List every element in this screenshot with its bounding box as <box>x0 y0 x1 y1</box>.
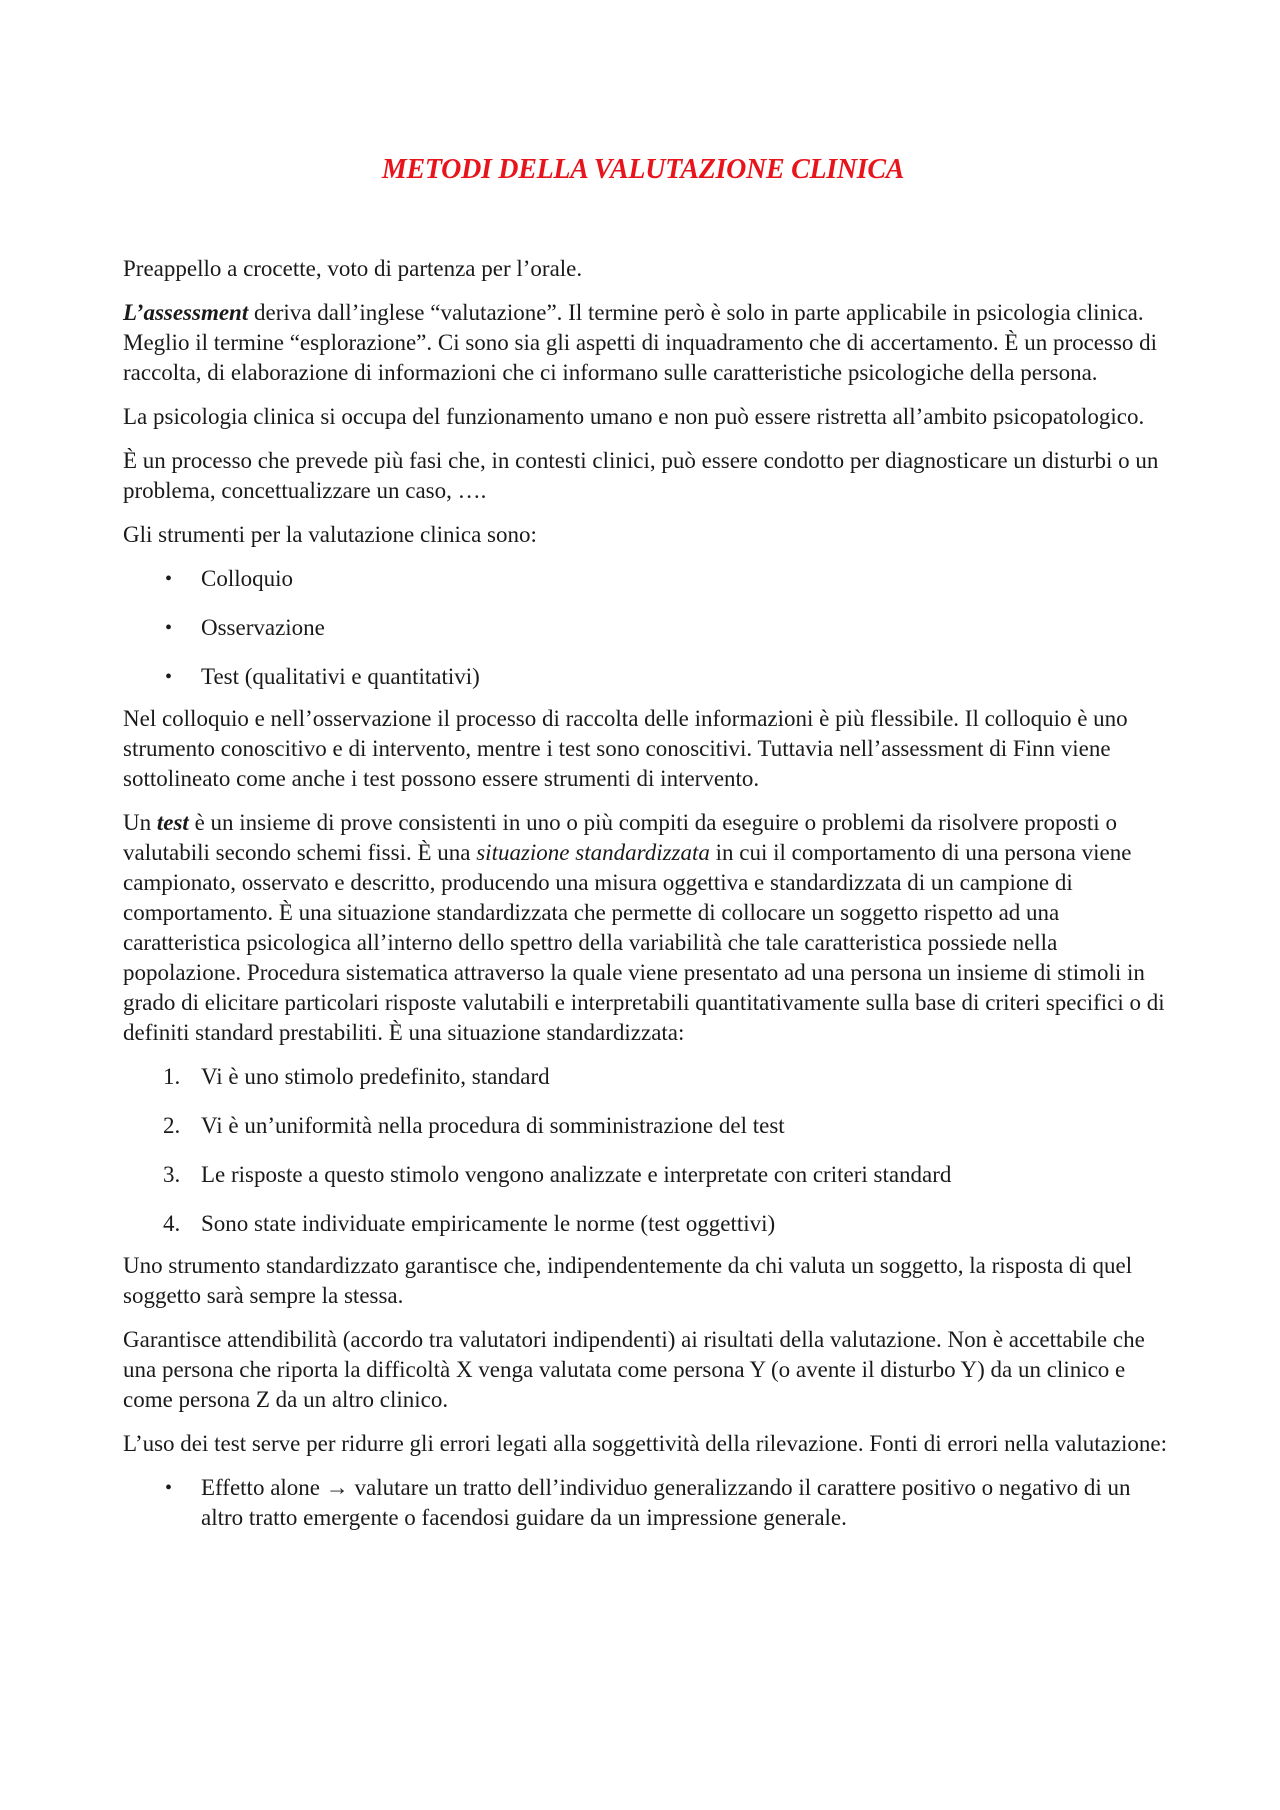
tools-list <box>123 564 1173 692</box>
errors-list <box>123 1473 1173 1533</box>
arrow-right-icon: → <box>325 1475 349 1500</box>
page-title: METODI DELLA VALUTAZIONE CLINICA <box>381 154 905 185</box>
list-item: • Test (qualitativi e quantitativi) <box>123 662 1173 692</box>
paragraph-assessment-text: deriva dall’inglese “valutazione”. Il termine però è solo in parte applicabile in psicologia clinica. Meglio il termine “esplorazione”. Ci sono sia gli aspetti di inquadramento che di accertamento. È un processo di raccolta, di elaborazione di informazioni che ci informano sulle caratteristiche psicologiche della persona. <box>123 300 1158 385</box>
list-item: • Colloquio <box>123 564 1173 594</box>
paragraph-assessment <box>123 298 1173 388</box>
paragraph-colloquio: Nel colloquio e nell’osservazione il processo di raccolta delle informazioni è più flessibile. Il colloquio è uno strumento conoscitivo e di intervento, mentre i test sono conoscitivi. Tuttavia nell’assessment di Finn viene sottolineato come anche i test possono essere strumenti di intervento. <box>123 706 1128 791</box>
paragraph-preappello: Preappello a crocette, voto di partenza per l’orale. <box>123 256 583 281</box>
paragraph-errori: L’uso dei test serve per ridurre gli errori legati alla soggettività della rilevazione. Fonti di errori nella valutazione: <box>123 1431 1168 1456</box>
term-situazione-standardizzata: situazione standardizzata <box>476 840 710 865</box>
list-item: • Osservazione <box>123 613 1173 643</box>
paragraph-strumenti-intro: Gli strumenti per la valutazione clinica sono: <box>123 522 537 547</box>
paragraph-test-definition: Un test è un insieme di prove consistenti in uno o più compiti da eseguire o problemi da risolvere proposti o valutabili secondo schemi fissi. È una situazione standardizzata in cui il comportamento di una persona viene campionato, osservato e descritto, producendo una misura oggettiva e standardizzata di un campione di comportamento. È una situazione standardizzata che permette di collocare un soggetto rispetto ad una caratteristica psicologica all’interno dello spettro della variabilità che tale caratteristica possiede nella popolazione. Procedura sistematica attraverso la quale viene presentato ad una persona un insieme di stimoli in grado di elicitare particolari risposte valutabili e interpretabili quantitativamente sulla base di criteri specifici o di definiti standard prestabiliti. È una situazione standardizzata: <box>123 810 1165 1045</box>
list-number: 4. <box>163 1211 181 1236</box>
list-number: 1. <box>163 1064 181 1089</box>
bullet-icon: • <box>165 568 173 590</box>
document-body <box>123 254 1173 1539</box>
term-effetto-alone: Effetto alone <box>201 1475 320 1500</box>
bullet-icon: • <box>165 666 173 688</box>
list-number: 3. <box>163 1162 181 1187</box>
paragraph-strumento-standardizzato: Uno strumento standardizzato garantisce che, indipendentemente da chi valuta un soggetto, la risposta di quel soggetto sarà sempre la stessa. <box>123 1253 1133 1308</box>
list-item: • Effetto alone → valutare un tratto dell’individuo generalizzando il carattere positivo o negativo di un altro tratto emergente o facendosi guidare da un impressione generale. <box>165 1475 1131 1530</box>
list-item: 3. Le risposte a questo stimolo vengono analizzate e interpretate con criteri standard <box>123 1160 1173 1190</box>
paragraph-processo: È un processo che prevede più fasi che, in contesti clinici, può essere condotto per diagnosticare un disturbi o un problema, concettualizzare un caso, …. <box>123 448 1159 503</box>
list-item: 2. Vi è un’uniformità nella procedura di somministrazione del test <box>123 1111 1173 1141</box>
standardization-list <box>123 1062 1173 1239</box>
term-assessment: L’assessment <box>123 300 249 325</box>
paragraph-attendibilita: Garantisce attendibilità (accordo tra valutatori indipendenti) ai risultati della valutazione. Non è accettabile che una persona che riporta la difficoltà X venga valutata come persona Y (o avente il disturbo Y) da un clinico e come persona Z da un altro clinico. <box>123 1327 1145 1412</box>
list-number: 2. <box>163 1113 181 1138</box>
bullet-icon: • <box>165 1477 173 1499</box>
bullet-icon: • <box>165 617 173 639</box>
list-item: 4. Sono state individuate empiricamente le norme (test oggettivi) <box>123 1209 1173 1239</box>
paragraph-psicologia-clinica: La psicologia clinica si occupa del funzionamento umano e non può essere ristretta all’ambito psicopatologico. <box>123 404 1145 429</box>
term-test: test <box>156 810 189 835</box>
list-item: 1. Vi è uno stimolo predefinito, standard <box>123 1062 1173 1092</box>
